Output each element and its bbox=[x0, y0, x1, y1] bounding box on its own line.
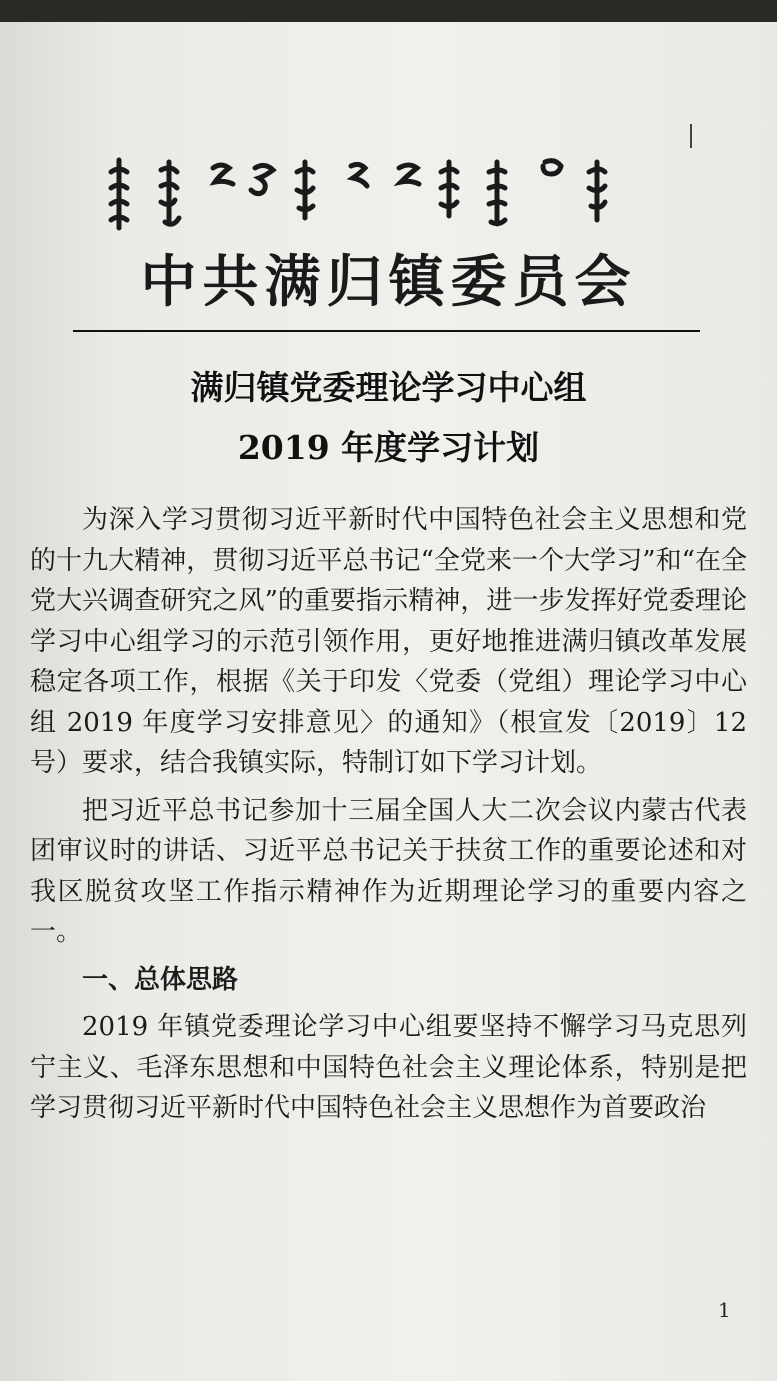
page-number: 1 bbox=[718, 1298, 731, 1322]
mongolian-header-script bbox=[105, 150, 635, 240]
content-paragraph: 把习近平总书记参加十三届全国人大二次会议内蒙古代表团审议时的讲话、习近平总书记关于扶贫工作的重要论述和对我区脱贫攻坚工作指示精神作为近期理论学习的重要内容之一。 bbox=[30, 795, 747, 947]
document-title-line1: 满归镇党委理论学习中心组 bbox=[190, 368, 587, 407]
margin-mark bbox=[690, 124, 692, 148]
organization-title: 中共满归镇委员会 bbox=[140, 250, 637, 315]
document-body bbox=[30, 500, 747, 1136]
document-page bbox=[0, 22, 777, 1381]
section-paragraph: 2019 年镇党委理论学习中心组要坚持不懈学习马克思列宁主义、毛泽东思想和中国特色社会主义理论体系，特别是把学习贯彻习近平新时代中国特色社会主义思想作为首要政治 bbox=[30, 1012, 747, 1123]
header-divider bbox=[73, 330, 700, 332]
section-heading: 一、总体思路 bbox=[82, 964, 239, 995]
document-title-line2: 2019 年度学习计划 bbox=[237, 428, 540, 467]
intro-paragraph: 为深入学习贯彻习近平新时代中国特色社会主义思想和党的十九大精神，贯彻习近平总书记“全党来一个大学习”和“在全党大兴调查研究之风”的重要指示精神，进一步发挥好党委理论学习中心组学习的示范引领作用，更好地推进满归镇改革发展稳定各项工作，根据《关于印发〈党委（党组）理论学习中心组 2019 年度学习安排意见〉的通知》（根宣发〔2019〕12 号）要求，结合我镇实际，特制订如下学习计划。 bbox=[30, 505, 747, 778]
mongolian-script-graphic bbox=[105, 150, 635, 240]
